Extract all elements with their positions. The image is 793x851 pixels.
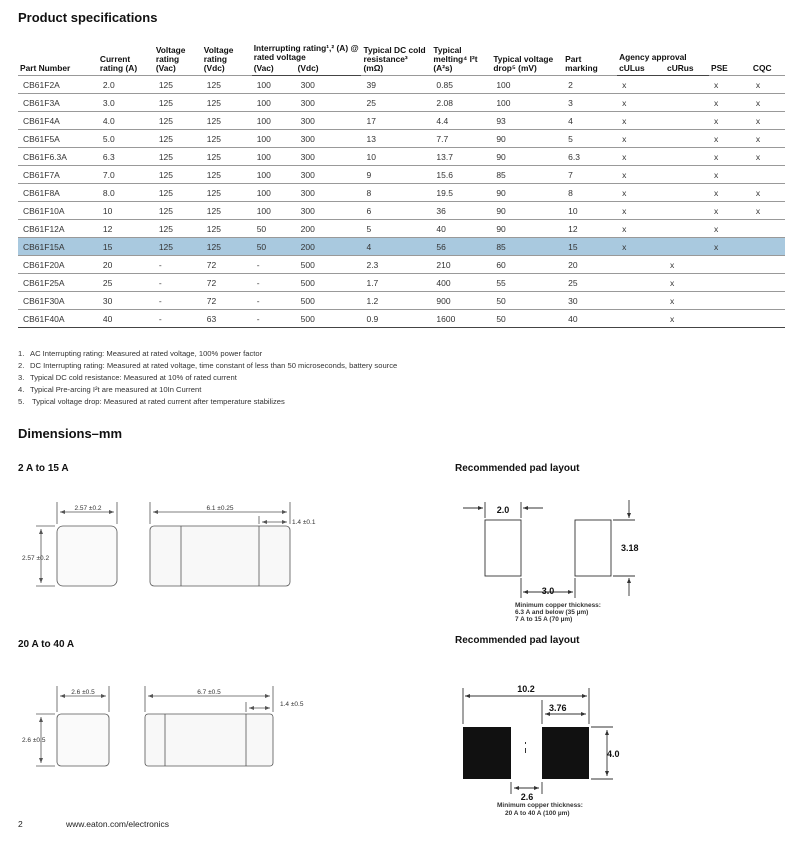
cell-int-dc: 500 [296, 274, 362, 292]
cell-int-ac: 100 [252, 94, 296, 112]
cell-int-dc: 500 [296, 256, 362, 274]
cell-part: CB61F8A [18, 184, 98, 202]
cell-res: 1.2 [361, 292, 431, 310]
small-width-label: 2.57 ±0.2 [74, 505, 102, 512]
cell-culus [617, 274, 665, 292]
cell-culus [617, 256, 665, 274]
cell-int-ac: 100 [252, 184, 296, 202]
cell-pse: x [709, 94, 751, 112]
cell-res: 1.7 [361, 274, 431, 292]
cell-vac: 125 [154, 112, 202, 130]
pad2-total-label: 10.2 [517, 684, 535, 694]
cell-current: 2.0 [98, 76, 154, 94]
cell-vac: 125 [154, 166, 202, 184]
cell-current: 7.0 [98, 166, 154, 184]
cell-curus: x [665, 292, 709, 310]
pad2-right [542, 727, 589, 779]
cell-part: CB61F20A [18, 256, 98, 274]
footnote-number: 2. [18, 361, 25, 370]
cell-vac: 125 [154, 238, 202, 256]
cell-pse: x [709, 184, 751, 202]
footnote [18, 348, 397, 360]
end-view-body-large [57, 714, 109, 766]
cell-melt: 0.85 [431, 76, 491, 94]
table-row [18, 310, 785, 328]
cell-melt: 7.7 [431, 130, 491, 148]
pad-layout-title-1: Recommended pad layout [455, 463, 580, 474]
cell-int-ac: 100 [252, 166, 296, 184]
large-cap-label: 1.4 ±0.5 [280, 701, 304, 708]
cell-part: CB61F25A [18, 274, 98, 292]
cell-melt: 210 [431, 256, 491, 274]
cell-curus [665, 238, 709, 256]
cell-cqc: x [751, 130, 785, 148]
cell-pse: x [709, 76, 751, 94]
cell-curus: x [665, 274, 709, 292]
cell-cqc [751, 310, 785, 328]
cell-pse: x [709, 166, 751, 184]
cell-int-dc: 300 [296, 184, 362, 202]
col-int-vac: (Vac) [252, 64, 296, 76]
col-interrupting: Interrupting rating¹,² (A) @ rated voltage [253, 43, 359, 62]
cell-cqc: x [751, 184, 785, 202]
cell-vdc: 125 [202, 76, 252, 94]
cell-res: 17 [361, 112, 431, 130]
cell-int-dc: 300 [296, 112, 362, 130]
cell-culus: x [617, 148, 665, 166]
table-row [18, 220, 785, 238]
dimension-drawing-small [0, 480, 440, 630]
cell-vdc: 125 [202, 148, 252, 166]
cell-drop: 60 [491, 256, 563, 274]
cell-drop: 93 [491, 112, 563, 130]
pad2-left [463, 727, 511, 779]
cell-melt: 40 [431, 220, 491, 238]
cell-pse [709, 256, 751, 274]
cell-vac: 125 [154, 148, 202, 166]
product-specs-title: Product specifications [18, 10, 158, 25]
pad2-note-line1: 20 A to 40 A (100 µm) [505, 810, 570, 817]
table-row [18, 202, 785, 220]
cell-melt: 2.08 [431, 94, 491, 112]
cell-int-dc: 300 [296, 166, 362, 184]
cell-culus: x [617, 202, 665, 220]
pad1-note-title: Minimum copper thickness: [515, 602, 601, 609]
cell-curus [665, 94, 709, 112]
cell-int-dc: 500 [296, 292, 362, 310]
cell-mark: 3 [563, 94, 617, 112]
cell-mark: 2 [563, 76, 617, 94]
table-row [18, 292, 785, 310]
col-voltage-vdc: Voltage rating (Vdc) [203, 45, 234, 73]
col-int-vdc: (Vdc) [296, 64, 362, 76]
pad2-width-label: 3.76 [549, 703, 567, 713]
cell-current: 3.0 [98, 94, 154, 112]
pad-left [485, 520, 521, 576]
cell-pse [709, 292, 751, 310]
cell-vac: 125 [154, 184, 202, 202]
cell-int-ac: 100 [252, 76, 296, 94]
cell-part: CB61F15A [18, 238, 98, 256]
cell-current: 12 [98, 220, 154, 238]
cell-res: 6 [361, 202, 431, 220]
cell-melt: 15.6 [431, 166, 491, 184]
dimensions-title: Dimensions–mm [18, 426, 123, 441]
cell-pse [709, 274, 751, 292]
table-body [18, 76, 785, 328]
cell-int-ac: 50 [252, 220, 296, 238]
cell-int-dc: 300 [296, 202, 362, 220]
cell-cqc [751, 166, 785, 184]
cell-melt: 400 [431, 274, 491, 292]
cell-vdc: 125 [202, 112, 252, 130]
table-row [18, 166, 785, 184]
range-large-title: 20 A to 40 A [18, 639, 75, 650]
cell-culus: x [617, 76, 665, 94]
cell-mark: 12 [563, 220, 617, 238]
footnote [18, 384, 397, 396]
cell-curus: x [665, 256, 709, 274]
cell-res: 8 [361, 184, 431, 202]
cell-part: CB61F3A [18, 94, 98, 112]
cell-vdc: 125 [202, 184, 252, 202]
pad2-note-title: Minimum copper thickness: [497, 802, 583, 809]
cell-melt: 900 [431, 292, 491, 310]
cell-drop: 85 [491, 238, 563, 256]
table-row [18, 130, 785, 148]
cell-melt: 1600 [431, 310, 491, 328]
cell-vdc: 72 [202, 256, 252, 274]
cell-vac: - [154, 310, 202, 328]
cell-int-dc: 200 [296, 220, 362, 238]
table-row [18, 274, 785, 292]
footnote-number: 5. [18, 397, 25, 406]
col-cqc: CQC [752, 63, 772, 73]
dimension-drawing-large [0, 656, 440, 786]
cell-pse: x [709, 148, 751, 166]
cell-cqc: x [751, 76, 785, 94]
large-length-label: 6.7 ±0.5 [197, 689, 221, 696]
cell-vdc: 72 [202, 292, 252, 310]
cell-part: CB61F2A [18, 76, 98, 94]
cell-part: CB61F40A [18, 310, 98, 328]
cell-drop: 90 [491, 202, 563, 220]
cell-mark: 4 [563, 112, 617, 130]
cell-curus [665, 148, 709, 166]
footnotes [18, 348, 397, 408]
cell-res: 13 [361, 130, 431, 148]
cell-mark: 5 [563, 130, 617, 148]
cell-culus: x [617, 94, 665, 112]
cell-curus: x [665, 310, 709, 328]
col-culus: cULus [617, 64, 665, 76]
cell-vdc: 63 [202, 310, 252, 328]
col-part-number: Part Number [20, 63, 71, 73]
cell-int-ac: 100 [252, 148, 296, 166]
col-part-marking: Part marking [565, 54, 598, 73]
cell-cqc [751, 274, 785, 292]
cell-curus [665, 166, 709, 184]
cell-melt: 4.4 [431, 112, 491, 130]
cell-mark: 10 [563, 202, 617, 220]
pad-right [575, 520, 611, 576]
cell-drop: 50 [491, 310, 563, 328]
cell-part: CB61F6.3A [18, 148, 98, 166]
cell-mark: 15 [563, 238, 617, 256]
cell-part: CB61F30A [18, 292, 98, 310]
cell-res: 10 [361, 148, 431, 166]
cell-vac: 125 [154, 130, 202, 148]
cell-curus [665, 112, 709, 130]
cell-vac: 125 [154, 94, 202, 112]
small-length-label: 6.1 ±0.25 [206, 505, 234, 512]
cell-pse: x [709, 220, 751, 238]
cell-culus [617, 292, 665, 310]
pad-layout-drawing-2 [455, 676, 655, 826]
cell-res: 5 [361, 220, 431, 238]
cell-drop: 90 [491, 184, 563, 202]
side-view-body [150, 526, 290, 586]
cell-current: 5.0 [98, 130, 154, 148]
cell-part: CB61F4A [18, 112, 98, 130]
small-height-label: 2.57 ±0.2 [22, 555, 50, 562]
cell-int-dc: 300 [296, 148, 362, 166]
cell-cqc: x [751, 202, 785, 220]
col-cold-resistance: Typical DC cold resistance³ (mΩ) [363, 45, 426, 73]
table-row [18, 148, 785, 166]
cell-drop: 90 [491, 148, 563, 166]
col-voltage-vac: Voltage rating (Vac) [155, 45, 186, 73]
cell-res: 25 [361, 94, 431, 112]
table-row [18, 76, 785, 94]
pad1-note-line2: 7 A to 15 A (70 µm) [515, 616, 573, 623]
cell-int-ac: - [252, 256, 296, 274]
pad2-gap-label: 2.6 [520, 792, 534, 802]
side-view-body-large [145, 714, 273, 766]
cell-drop: 85 [491, 166, 563, 184]
cell-int-dc: 500 [296, 310, 362, 328]
cell-int-ac: - [252, 292, 296, 310]
cell-curus [665, 130, 709, 148]
cell-culus: x [617, 238, 665, 256]
cell-current: 15 [98, 238, 154, 256]
cell-res: 39 [361, 76, 431, 94]
table-header-top [18, 44, 785, 64]
cell-mark: 25 [563, 274, 617, 292]
cell-curus [665, 184, 709, 202]
cell-culus: x [617, 130, 665, 148]
cell-part: CB61F12A [18, 220, 98, 238]
cell-vac: - [154, 292, 202, 310]
cell-vdc: 125 [202, 130, 252, 148]
footnote [18, 360, 397, 372]
cell-mark: 40 [563, 310, 617, 328]
footnote-text: AC Interrupting rating: Measured at rated voltage, 100% power factor [30, 349, 263, 358]
cell-cqc [751, 292, 785, 310]
cell-vdc: 125 [202, 220, 252, 238]
cell-mark: 8 [563, 184, 617, 202]
cell-cqc [751, 220, 785, 238]
cell-pse: x [709, 130, 751, 148]
cell-culus: x [617, 184, 665, 202]
pad2-height-label: 4.0 [607, 749, 620, 759]
spec-table [18, 44, 785, 328]
cell-pse: x [709, 238, 751, 256]
cell-vac: 125 [154, 76, 202, 94]
cell-pse: x [709, 112, 751, 130]
cell-mark: 30 [563, 292, 617, 310]
cell-current: 40 [98, 310, 154, 328]
cell-current: 20 [98, 256, 154, 274]
cell-part: CB61F7A [18, 166, 98, 184]
cell-vac: 125 [154, 220, 202, 238]
large-height-label: 2.6 ±0.5 [22, 737, 46, 744]
footnote-text: Typical voltage drop: Measured at rated current after temperature stabilizes [30, 397, 285, 406]
cell-current: 25 [98, 274, 154, 292]
cell-culus: x [617, 166, 665, 184]
cell-curus [665, 76, 709, 94]
cell-vdc: 125 [202, 238, 252, 256]
cell-int-ac: 100 [252, 112, 296, 130]
cell-pse: x [709, 202, 751, 220]
page-number: 2 [18, 819, 23, 829]
cell-cqc: x [751, 148, 785, 166]
cell-culus: x [617, 220, 665, 238]
cell-culus [617, 310, 665, 328]
footnote-number: 1. [18, 349, 25, 358]
cell-drop: 90 [491, 220, 563, 238]
cell-melt: 56 [431, 238, 491, 256]
cell-mark: 6.3 [563, 148, 617, 166]
cell-current: 10 [98, 202, 154, 220]
cell-melt: 19.5 [431, 184, 491, 202]
cell-int-ac: 50 [252, 238, 296, 256]
table-row [18, 256, 785, 274]
cell-res: 9 [361, 166, 431, 184]
footnote-number: 3. [18, 373, 25, 382]
cell-cqc: x [751, 94, 785, 112]
large-width-label: 2.6 ±0.5 [71, 689, 95, 696]
cell-current: 6.3 [98, 148, 154, 166]
cell-vac: - [154, 256, 202, 274]
cell-cqc [751, 238, 785, 256]
cell-int-ac: - [252, 310, 296, 328]
small-cap-label: 1.4 ±0.1 [292, 519, 316, 526]
cell-vdc: 125 [202, 94, 252, 112]
footnote [18, 372, 397, 384]
cell-mark: 7 [563, 166, 617, 184]
cell-curus [665, 220, 709, 238]
cell-part: CB61F5A [18, 130, 98, 148]
cell-current: 8.0 [98, 184, 154, 202]
footnote [18, 396, 397, 408]
cell-drop: 100 [491, 94, 563, 112]
footnote-text: Typical DC cold resistance: Measured at 10% of rated current [30, 373, 237, 382]
table-row [18, 94, 785, 112]
cell-int-dc: 300 [296, 76, 362, 94]
table-row [18, 112, 785, 130]
pad-layout-drawing-1 [455, 480, 655, 630]
cell-int-dc: 200 [296, 238, 362, 256]
cell-vdc: 125 [202, 166, 252, 184]
pad-layout-title-2: Recommended pad layout [455, 635, 580, 646]
pad1-height-label: 3.18 [621, 543, 639, 553]
cell-current: 4.0 [98, 112, 154, 130]
cell-culus: x [617, 112, 665, 130]
cell-vdc: 125 [202, 202, 252, 220]
cell-vac: - [154, 274, 202, 292]
end-view-body [57, 526, 117, 586]
cell-res: 0.9 [361, 310, 431, 328]
table-row [18, 238, 785, 256]
pad1-note-line1: 6.3 A and below (35 µm) [515, 609, 589, 616]
footnote-number: 4. [18, 385, 25, 394]
cell-res: 4 [361, 238, 431, 256]
cell-res: 2.3 [361, 256, 431, 274]
col-voltage-drop: Typical voltage drop⁵ (mV) [493, 54, 554, 73]
cell-pse [709, 310, 751, 328]
cell-int-ac: 100 [252, 130, 296, 148]
cell-mark: 20 [563, 256, 617, 274]
cell-int-ac: - [252, 274, 296, 292]
cell-drop: 90 [491, 130, 563, 148]
cell-curus [665, 202, 709, 220]
footnote-text: Typical Pre-arcing I²t are measured at 10In Current [30, 385, 202, 394]
col-agency: Agency approval [619, 52, 687, 62]
cell-cqc [751, 256, 785, 274]
cell-part: CB61F10A [18, 202, 98, 220]
cell-int-dc: 300 [296, 94, 362, 112]
cell-drop: 100 [491, 76, 563, 94]
cell-melt: 36 [431, 202, 491, 220]
col-melting: Typical melting⁴ I²t (A²s) [433, 45, 478, 73]
cell-vdc: 72 [202, 274, 252, 292]
pad1-width-label: 2.0 [496, 505, 510, 515]
pad1-gap-label: 3.0 [541, 586, 555, 596]
range-small-title: 2 A to 15 A [18, 463, 69, 474]
cell-drop: 55 [491, 274, 563, 292]
col-pse: PSE [711, 63, 728, 73]
table-row [18, 184, 785, 202]
cell-vac: 125 [154, 202, 202, 220]
cell-melt: 13.7 [431, 148, 491, 166]
col-current-rating: Current rating (A) [99, 54, 138, 73]
cell-int-ac: 100 [252, 202, 296, 220]
cell-current: 30 [98, 292, 154, 310]
footer-url[interactable]: www.eaton.com/electronics [66, 819, 169, 829]
cell-drop: 50 [491, 292, 563, 310]
cell-int-dc: 300 [296, 130, 362, 148]
col-curus: cURus [665, 64, 709, 76]
cell-cqc: x [751, 112, 785, 130]
footnote-text: DC Interrupting rating: Measured at rated voltage, time constant of less than 50 microseconds, battery source [30, 361, 398, 370]
